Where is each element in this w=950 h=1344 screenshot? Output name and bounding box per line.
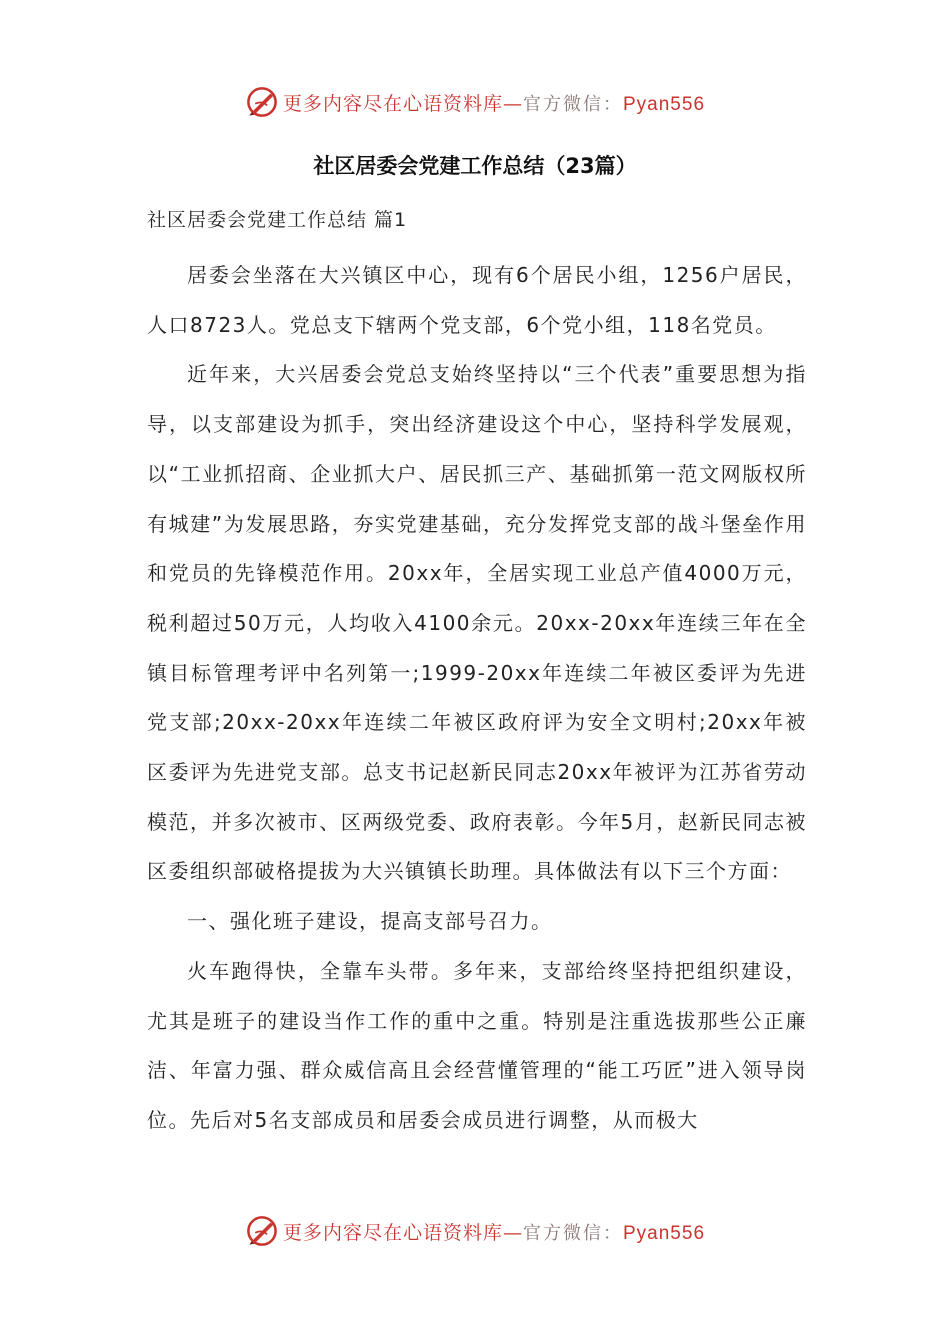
pen-logo-icon	[245, 85, 279, 119]
document-body	[147, 251, 807, 1146]
header-banner	[0, 82, 950, 122]
banner-content	[245, 1214, 705, 1248]
banner-wechat-id: Pyan556	[623, 93, 706, 115]
paragraph-overview: 近年来，大兴居委会党总支始终坚持以“三个代表”重要思想为指导，以支部建设为抓手，突出经济建设这个中心，坚持科学发展观，以“工业抓招商、企业抓大户、居民抓三产、基础抓第一范文网版权所有城建”为发展思路，夯实党建基础，充分发挥党支部的战斗堡垒作用和党员的先锋模范作用。20xx年，全居实现工业总产值4000万元，税利超过50万元，人均收入4100余元。20xx-20xx年连续三年在全镇目标管理考评中名列第一;1999-20xx年连续二年被区委评为先进党支部;20xx-20xx年连续二年被区政府评为安全文明村;20xx年被区委评为先进党支部。总支书记赵新民同志20xx年被评为江苏省劳动模范，并多次被市、区两级党委、政府表彰。今年5月，赵新民同志被区委组织部破格提拔为大兴镇镇长助理。具体做法有以下三个方面：	[147, 362, 807, 884]
banner-text	[283, 89, 705, 116]
banner-promo: 更多内容尽在心语资料库	[282, 92, 503, 115]
banner-dash: —	[503, 1221, 523, 1244]
document-title: 社区居委会党建工作总结（23篇）	[313, 154, 637, 178]
banner-official-label: 官方微信：	[523, 93, 623, 115]
banner-wechat-id: Pyan556	[623, 1222, 706, 1244]
section-heading: 一、强化班子建设，提高支部号召力。	[187, 909, 553, 934]
paragraph-team-building: 火车跑得快，全靠车头带。多年来，支部给终坚持把组织建设，尤其是班子的建设当作工作的重中之重。特别是注重选拔那些公正廉洁、年富力强、群众威信高且会经营懂管理的“能工巧匠”进入领导岗位。先后对5名支部成员和居委会成员进行调整，从而极大	[147, 958, 807, 1132]
footer-banner	[0, 1211, 950, 1251]
banner-text	[283, 1218, 705, 1245]
banner-promo: 更多内容尽在心语资料库	[282, 1221, 503, 1244]
banner-official-label: 官方微信：	[523, 1222, 623, 1244]
pen-logo-icon	[245, 1214, 279, 1248]
banner-dash: —	[503, 92, 523, 115]
document-subtitle: 社区居委会党建工作总结 篇1	[147, 209, 408, 231]
banner-content	[245, 85, 705, 119]
paragraph-intro: 居委会坐落在大兴镇区中心，现有6个居民小组，1256户居民，人口8723人。党总支下辖两个党支部，6个党小组，118名党员。	[147, 263, 807, 337]
